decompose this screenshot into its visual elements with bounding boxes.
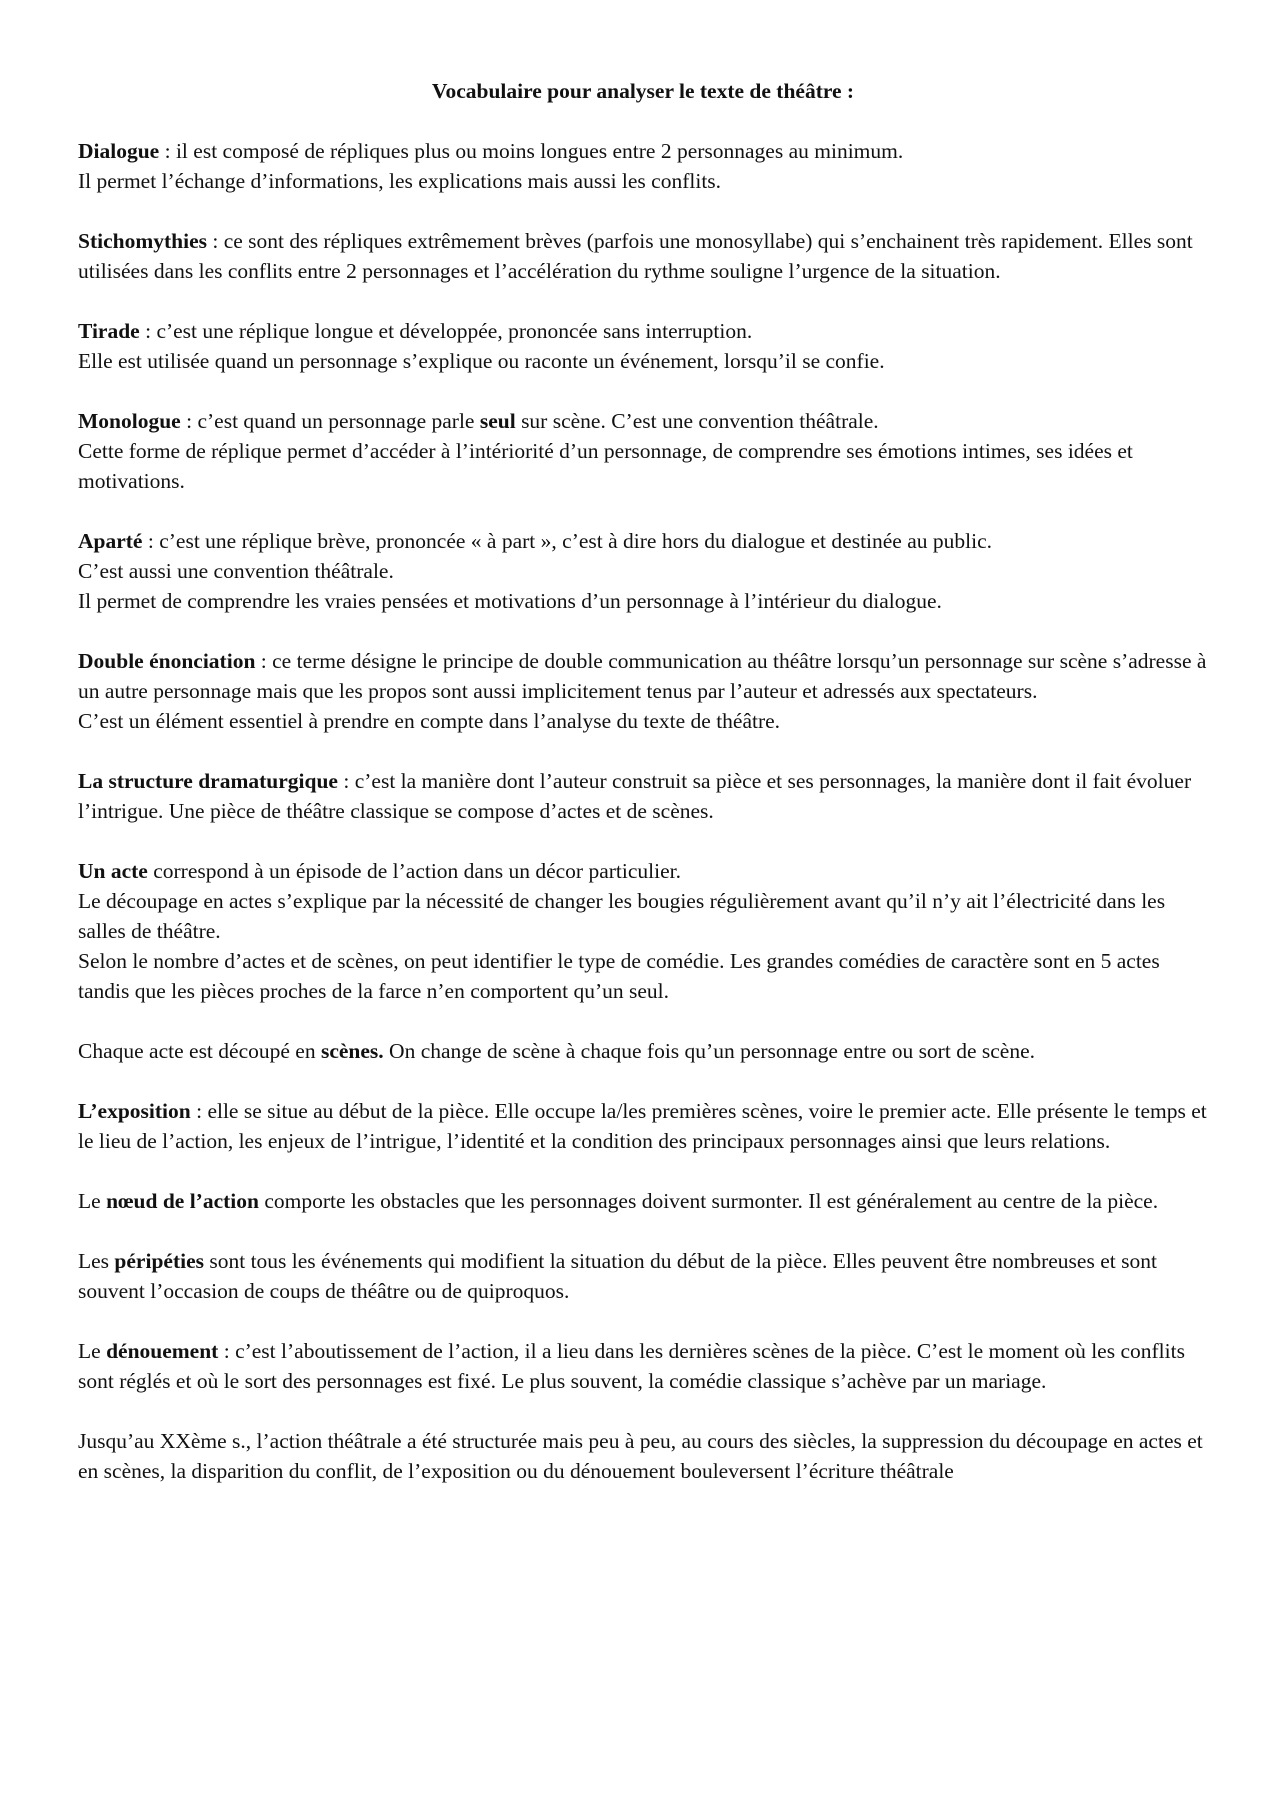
text-run: Le <box>78 1339 107 1363</box>
text-run: C’est aussi une convention théâtrale. <box>78 559 394 583</box>
text-run: sont tous les événements qui modifient la situation du début de la pièce. Elles peuvent être nombreuses et sont souvent l’occasion de coups de théâtre ou de quiproquos. <box>78 1249 1157 1303</box>
paragraph-line <box>78 166 1208 196</box>
paragraph-line <box>78 706 1208 736</box>
term-bold: Un acte <box>78 859 148 883</box>
text-run: C’est un élément essentiel à prendre en compte dans l’analyse du texte de théâtre. <box>78 709 781 733</box>
paragraph <box>78 1096 1208 1156</box>
text-run: Selon le nombre d’actes et de scènes, on peut identifier le type de comédie. Les grandes comédies de caractère sont en 5 actes tandis que les pièces proches de la farce n’en comportent qu’un seul. <box>78 949 1160 1003</box>
term-bold: Dialogue <box>78 139 160 163</box>
text-run: : c’est une réplique longue et développée, prononcée sans interruption. <box>139 319 753 343</box>
paragraph <box>78 526 1208 616</box>
paragraph <box>78 766 1208 826</box>
text-run: Il permet l’échange d’informations, les explications mais aussi les conflits. <box>78 169 722 193</box>
term-bold: Monologue <box>78 409 181 433</box>
text-run: Chaque acte est découpé en <box>78 1039 321 1063</box>
document-page <box>78 76 1208 1516</box>
paragraph-line <box>78 406 1208 436</box>
term-bold: nœud de l’action <box>106 1189 259 1213</box>
text-run: Jusqu’au XXème s., l’action théâtrale a été structurée mais peu à peu, au cours des siècles, la suppression du découpage en actes et en scènes, la disparition du conflit, de l’exposition ou du dénouement bouleversent l’écriture théâtrale <box>78 1429 1203 1483</box>
text-run: sur scène. C’est une convention théâtrale. <box>515 409 879 433</box>
paragraph <box>78 226 1208 286</box>
term-bold: péripéties <box>114 1249 204 1273</box>
text-run: : ce sont des répliques extrêmement brèves (parfois une monosyllabe) qui s’enchainent très rapidement. Elles sont utilisées dans les conflits entre 2 personnages et l’accélération du rythme souligne l’urgence de la situation. <box>78 229 1193 283</box>
text-run: correspond à un épisode de l’action dans un décor particulier. <box>147 859 681 883</box>
paragraph-line <box>78 556 1208 586</box>
document-title: Vocabulaire pour analyser le texte de théâtre : <box>431 79 855 103</box>
text-run: Les <box>78 1249 115 1273</box>
paragraph-line <box>78 766 1208 826</box>
term-bold: scènes. <box>320 1039 384 1063</box>
text-run: : elle se situe au début de la pièce. Elle occupe la/les premières scènes, voire le premier acte. Elle présente le temps et le lieu de l’action, les enjeux de l’intrigue, l’identité et la condition des principaux personnages ainsi que leurs relations. <box>78 1099 1207 1153</box>
term-bold: dénouement <box>106 1339 219 1363</box>
paragraph-line <box>78 1036 1208 1066</box>
paragraph-line <box>78 886 1208 946</box>
text-run: On change de scène à chaque fois qu’un personnage entre ou sort de scène. <box>383 1039 1035 1063</box>
paragraph <box>78 856 1208 1006</box>
term-bold: La structure dramaturgique <box>78 769 338 793</box>
paragraph-line <box>78 856 1208 886</box>
paragraph <box>78 316 1208 376</box>
text-run: : c’est la manière dont l’auteur construit sa pièce et ses personnages, la manière dont il fait évoluer l’intrigue. Une pièce de théâtre classique se compose d’actes et de scènes. <box>78 769 1192 823</box>
paragraph-line <box>78 586 1208 616</box>
text-run: Elle est utilisée quand un personnage s’explique ou raconte un événement, lorsqu’il se confie. <box>78 349 885 373</box>
text-run: : ce terme désigne le principe de double communication au théâtre lorsqu’un personnage sur scène s’adresse à un autre personnage mais que les propos sont aussi implicitement tenus par l’auteur et adressés aux spectateurs. <box>78 649 1207 703</box>
text-run: : il est composé de répliques plus ou moins longues entre 2 personnages au minimum. <box>159 139 904 163</box>
text-run: comporte les obstacles que les personnages doivent surmonter. Il est généralement au centre de la pièce. <box>258 1189 1159 1213</box>
term-bold: Stichomythies <box>78 229 207 253</box>
paragraph-line <box>78 1246 1208 1306</box>
paragraph <box>78 406 1208 496</box>
text-run: Il permet de comprendre les vraies pensées et motivations d’un personnage à l’intérieur du dialogue. <box>78 589 942 613</box>
paragraph-line <box>78 1336 1208 1396</box>
paragraph <box>78 136 1208 196</box>
paragraph-line <box>78 316 1208 346</box>
term-bold: L’exposition <box>78 1099 191 1123</box>
paragraph <box>78 1246 1208 1306</box>
paragraph-line <box>78 646 1208 706</box>
text-run: : c’est l’aboutissement de l’action, il a lieu dans les dernières scènes de la pièce. C’est le moment où les conflits sont réglés et où le sort des personnages est fixé. Le plus souvent, la comédie classique s’achève par un mariage. <box>78 1339 1185 1393</box>
paragraph <box>78 1036 1208 1066</box>
paragraph <box>78 646 1208 736</box>
term-bold: Aparté <box>78 529 143 553</box>
text-run: Le <box>78 1189 107 1213</box>
term-bold: Tirade <box>78 319 140 343</box>
paragraph <box>78 1336 1208 1396</box>
text-run: : c’est une réplique brève, prononcée « à part », c’est à dire hors du dialogue et destinée au public. <box>142 529 993 553</box>
term-bold: seul <box>479 409 516 433</box>
text-run: : c’est quand un personnage parle <box>180 409 480 433</box>
paragraph <box>78 1426 1208 1486</box>
text-run: Le découpage en actes s’explique par la nécessité de changer les bougies régulièrement avant qu’il n’y ait l’électricité dans les salles de théâtre. <box>78 889 1166 943</box>
text-run: Cette forme de réplique permet d’accéder à l’intériorité d’un personnage, de comprendre ses émotions intimes, ses idées et motivations. <box>78 439 1133 493</box>
paragraph-line <box>78 1186 1208 1216</box>
paragraph <box>78 1186 1208 1216</box>
paragraph-line <box>78 946 1208 1006</box>
term-bold: Double énonciation <box>78 649 256 673</box>
paragraph-line <box>78 226 1208 286</box>
document-body <box>78 136 1208 1486</box>
paragraph-line <box>78 136 1208 166</box>
paragraph-line <box>78 436 1208 496</box>
paragraph-line <box>78 1426 1208 1486</box>
paragraph-line <box>78 526 1208 556</box>
paragraph-line <box>78 346 1208 376</box>
paragraph-line <box>78 1096 1208 1156</box>
